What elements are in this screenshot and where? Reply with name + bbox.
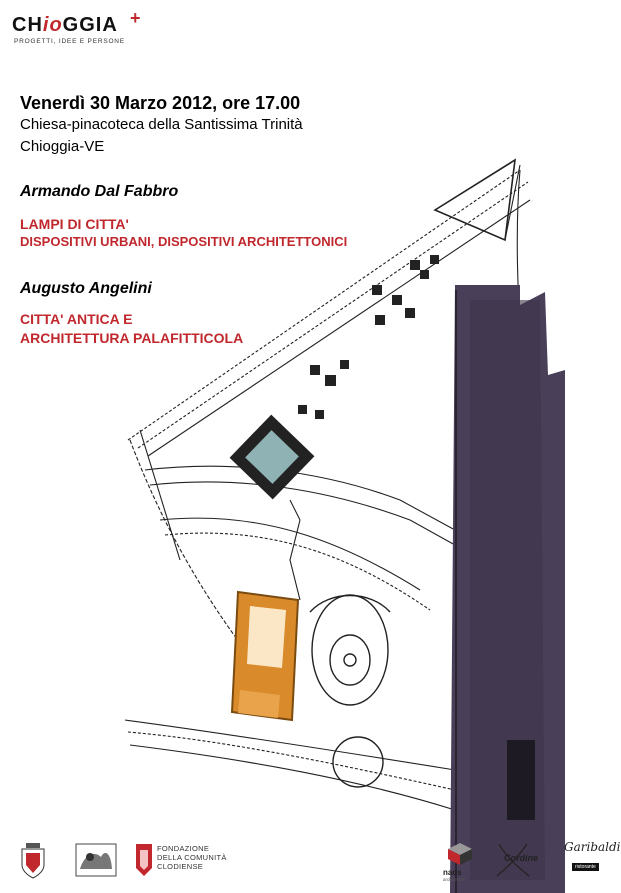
logo-tagline: PROGETTI, IDEE E PERSONE	[14, 38, 125, 45]
fondazione-label: FONDAZIONE DELLA COMUNITÀ CLODIENSE	[157, 844, 227, 871]
logo-wordmark: CHioGGIA	[12, 14, 118, 36]
logo-plus: +	[130, 8, 141, 28]
event-venue: Chiesa-pinacoteca della Santissima Trinità	[20, 116, 303, 133]
speaker-name: Armando Dal Fabbro	[20, 183, 179, 200]
event-city: Chioggia-VE	[20, 138, 105, 155]
speaker-name: Augusto Angelini	[20, 280, 152, 297]
garibaldi-subtext: ristorante	[572, 863, 599, 871]
lion-crest-icon	[75, 843, 117, 877]
fondazione-shield-icon	[135, 842, 153, 878]
talk-title: LAMPI DI CITTA'	[20, 216, 129, 232]
naos-logo-text: naos	[443, 868, 462, 877]
garibaldi-logo-text: Garibaldi	[564, 840, 621, 854]
naos-cube-icon	[447, 842, 473, 866]
naos-subtext: architetture	[443, 877, 466, 882]
chioggia-crest-icon	[20, 843, 46, 879]
cordine-logo-text: Cordine	[504, 853, 539, 863]
talk-subtitle: DISPOSITIVI URBANI, DISPOSITIVI ARCHITETTONICI	[20, 234, 348, 249]
event-date: Venerdì 30 Marzo 2012, ore 17.00	[20, 93, 301, 113]
talk-title: ARCHITETTURA PALAFITTICOLA	[20, 330, 244, 346]
talk-title: CITTA' ANTICA E	[20, 311, 133, 327]
